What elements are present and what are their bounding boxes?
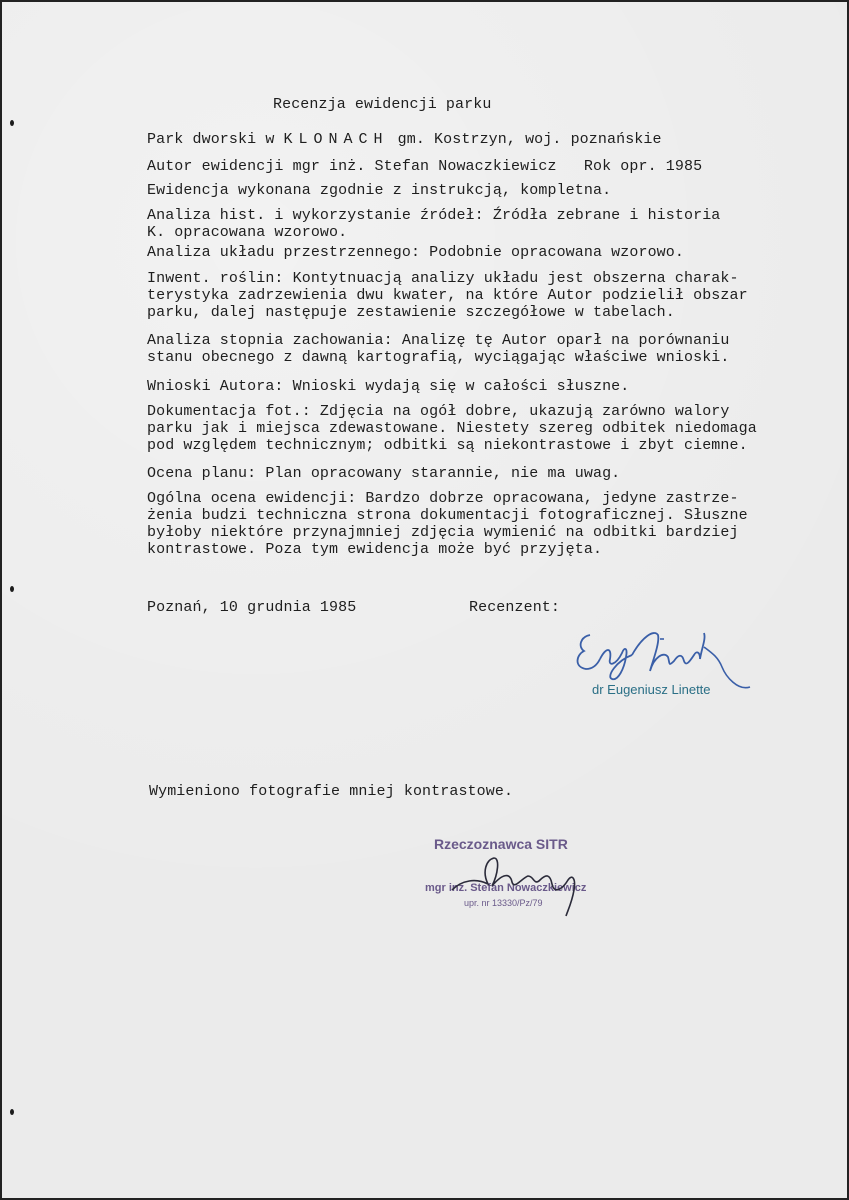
review-line: Ogólna ocena ewidencji: Bardzo dobrze opracowana, jedyne zastrze- (147, 490, 739, 507)
review-line: kontrastowe. Poza tym ewidencja może być przyjęta. (147, 541, 603, 558)
review-line: Wnioski Autora: Wnioski wydają się w całości słuszne. (147, 378, 630, 395)
author-line: Autor ewidencji mgr inż. Stefan Nowaczkiewicz Rok opr. 1985 (147, 158, 703, 175)
review-line: pod względem technicznym; odbitki są niekontrastowe i zbyt ciemne. (147, 437, 748, 454)
reviewer-name-stamp: dr Eugeniusz Linette (592, 682, 711, 697)
review-line: byłoby niektóre przynajmniej zdjęcia wymienić na odbitki bardziej (147, 524, 739, 541)
place-date: Poznań, 10 grudnia 1985 (147, 599, 357, 616)
park-line (147, 131, 662, 148)
park-prefix: Park dworski w (147, 131, 275, 148)
review-line: terystyka zadrzewienia dwu kwater, na które Autor podzielił obszar (147, 287, 748, 304)
second-signature (442, 850, 592, 920)
review-line: Analiza hist. i wykorzystanie źródeł: Źródła zebrane i historia (147, 207, 721, 224)
review-line: Ocena planu: Plan opracowany starannie, nie ma uwag. (147, 465, 621, 482)
stamp-name: mgr inż. Stefan Nowaczkiewicz (425, 882, 587, 894)
review-line: K. opracowana wzorowo. (147, 224, 348, 241)
review-line: Analiza stopnia zachowania: Analizę tę Autor oparł na porównaniu (147, 332, 730, 349)
park-suffix: gm. Kostrzyn, woj. poznańskie (397, 131, 662, 148)
review-line: stanu obecnego z dawną kartografią, wyciągając właściwe wnioski. (147, 349, 730, 366)
review-line: Analiza układu przestrzennego: Podobnie opracowana wzorowo. (147, 244, 684, 261)
park-name: KLONACH (283, 131, 389, 148)
punch-hole (10, 120, 14, 126)
reviewer-label: Recenzent: (469, 599, 561, 616)
review-line: Dokumentacja fot.: Zdjęcia na ogół dobre, ukazują zarówno walory (147, 403, 730, 420)
stamp-title: Rzeczoznawca SITR (434, 836, 568, 852)
review-line: parku jak i miejsca zdewastowane. Niestety szereg odbitek niedomaga (147, 420, 757, 437)
stamp-number: upr. nr 13330/Pz/79 (464, 898, 543, 908)
review-line: Ewidencja wykonana zgodnie z instrukcją, kompletna. (147, 182, 612, 199)
document-title: Recenzja ewidencji parku (273, 96, 492, 113)
handwritten-note: Wymieniono fotografie mniej kontrastowe. (149, 783, 514, 800)
punch-hole (10, 586, 14, 592)
review-line: parku, dalej następuje zestawienie szczegółowe w tabelach. (147, 304, 675, 321)
review-line: żenia budzi techniczna strona dokumentacji fotograficznej. Słuszne (147, 507, 748, 524)
punch-hole (10, 1109, 14, 1115)
review-line: Inwent. roślin: Kontytnuacją analizy układu jest obszerna charak- (147, 270, 739, 287)
